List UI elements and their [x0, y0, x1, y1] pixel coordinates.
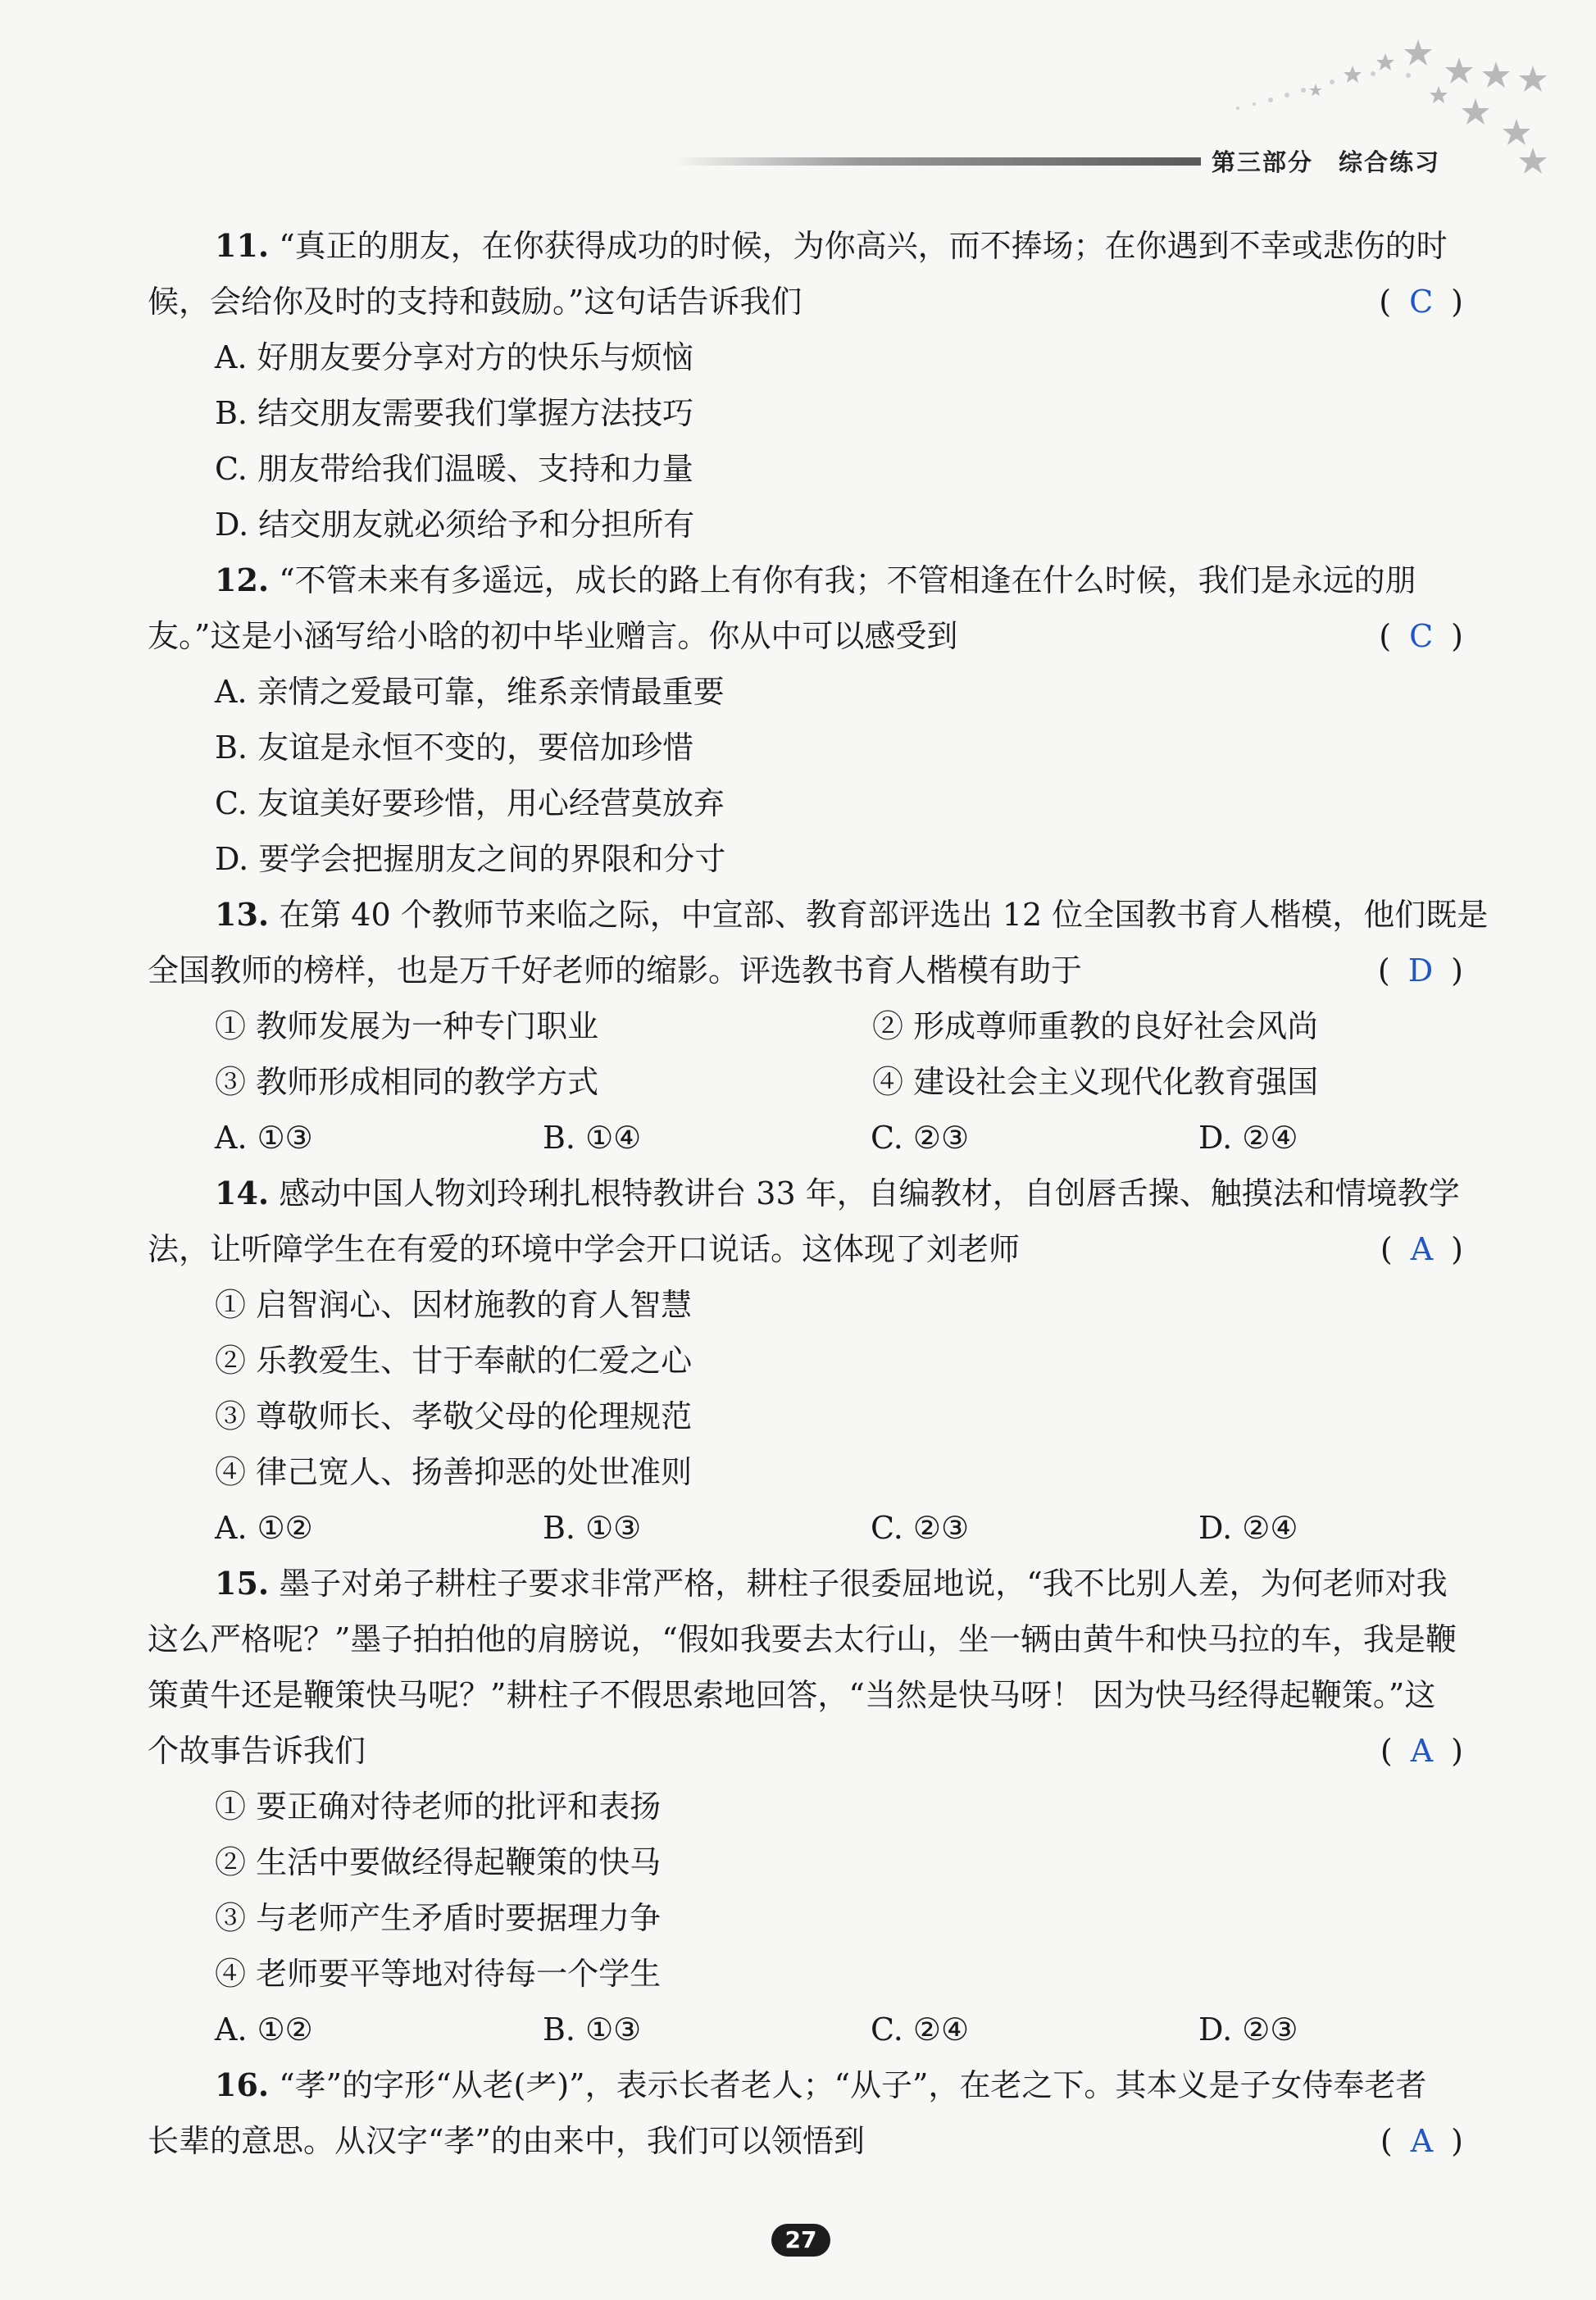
statement-2: ② 生活中要做经得起鞭策的快马 [215, 1844, 662, 1880]
question-11-stem-line-2 [148, 274, 1463, 330]
choice-b: B. ①③ [543, 2011, 642, 2048]
statement-row [148, 998, 1463, 1054]
choice-d: D. ②③ [1198, 2011, 1298, 2048]
choices-row [148, 1500, 1463, 1556]
choice-b: B. ①④ [543, 1120, 642, 1156]
stem-text: 全国教师的榜样，也是万千好老师的缩影。评选教书育人楷模有助于 [148, 952, 1083, 989]
answer-bracket: ( C ) [1379, 274, 1463, 330]
statement-1: ① 启智润心、因材施教的育人智慧 [215, 1287, 693, 1323]
answer-letter: C [1409, 618, 1434, 654]
stem-text: 在第 40 个教师节来临之际，中宣部、教育部评选出 12 位全国教书育人楷模，他们既是 [279, 897, 1489, 933]
question-15-stem-line-1 [148, 1556, 1463, 1611]
answer-bracket: ( A ) [1380, 2113, 1463, 2169]
header-rule [672, 157, 1201, 166]
stem-text: “不管未来有多遥远，成长的路上有你有我；不管相逢在什么时候，我们是永远的朋 [279, 562, 1416, 598]
statement-4: ④ 老师要平等地对待每一个学生 [215, 1956, 662, 1992]
answer-bracket: ( D ) [1378, 943, 1463, 998]
stem-text: “孝”的字形“从老(耂)”，表示长者老人；“从子”，在老之下。其本义是子女侍奉老者 [279, 2067, 1427, 2103]
question-number: 14. [215, 1175, 270, 1211]
questions-content [148, 218, 1489, 2169]
statement-4: ④ 律己宽人、扬善抑恶的处世准则 [215, 1454, 693, 1490]
answer-letter: A [1410, 2123, 1434, 2159]
question-16-stem-line-1 [148, 2057, 1463, 2113]
question-15-stem-line-2: 这么严格呢？”墨子拍拍他的肩膀说，“假如我要去太行山，坐一辆由黄牛和快马拉的车，我是鞭 [148, 1621, 1457, 1657]
question-number: 11. [215, 227, 270, 264]
choice-d: D. ②④ [1198, 1120, 1298, 1156]
question-12-stem-line-2 [148, 608, 1463, 664]
choice-a: A. ①② [215, 1510, 313, 1546]
section-title: 第三部分 综合练习 [1212, 148, 1441, 176]
question-11-stem-line-1 [148, 218, 1463, 274]
option-d: D. 结交朋友就必须给予和分担所有 [215, 507, 695, 543]
statement-1: ① 教师发展为一种专门职业 [215, 1008, 599, 1044]
option-c: C. 友谊美好要珍惜，用心经营莫放弃 [215, 785, 725, 821]
choice-b: B. ①③ [543, 1510, 642, 1546]
question-number: 12. [215, 561, 270, 598]
question-number: 15. [215, 1565, 270, 1602]
page-number: 27 [771, 2224, 830, 2257]
question-12-stem-line-1 [148, 552, 1463, 608]
stem-text: 候，会给你及时的支持和鼓励。”这句话告诉我们 [148, 284, 803, 320]
statement-2: ② 乐教爱生、甘于奉献的仁爱之心 [215, 1343, 693, 1379]
choices-row [148, 1110, 1463, 1166]
statement-3: ③ 教师形成相同的教学方式 [215, 1064, 599, 1100]
choice-c: C. ②③ [871, 1120, 970, 1156]
option-a: A. 亲情之爱最可靠，维系亲情最重要 [215, 674, 725, 710]
choices-row [148, 2002, 1463, 2057]
question-13-stem-line-2 [148, 943, 1463, 998]
statement-2: ② 形成尊师重教的良好社会风尚 [872, 1008, 1319, 1044]
stem-text: 友。”这是小涵写给小晗的初中毕业赠言。你从中可以感受到 [148, 618, 958, 654]
option-b: B. 结交朋友需要我们掌握方法技巧 [215, 395, 694, 431]
answer-letter: A [1410, 1231, 1434, 1267]
question-16-stem-line-2 [148, 2113, 1463, 2169]
question-15-stem-line-3: 策黄牛还是鞭策快马呢？”耕柱子不假思索地回答，“当然是快马呀！ 因为快马经得起鞭策。”这 [148, 1677, 1436, 1713]
stem-text: 个故事告诉我们 [148, 1733, 366, 1769]
answer-letter: C [1409, 284, 1434, 320]
statement-4: ④ 建设社会主义现代化教育强国 [872, 1064, 1319, 1100]
question-14-stem-line-2 [148, 1221, 1463, 1277]
question-13-stem-line-1 [148, 887, 1489, 943]
stem-text: “真正的朋友，在你获得成功的时候，为你高兴，而不捧场；在你遇到不幸或悲伤的时 [279, 228, 1448, 264]
choice-c: C. ②③ [871, 1510, 970, 1546]
statement-3: ③ 与老师产生矛盾时要据理力争 [215, 1900, 662, 1936]
answer-bracket: ( C ) [1379, 608, 1463, 664]
option-b: B. 友谊是永恒不变的，要倍加珍惜 [215, 730, 694, 766]
option-d: D. 要学会把握朋友之间的界限和分寸 [215, 841, 726, 877]
choice-a: A. ①③ [215, 1120, 313, 1156]
answer-bracket: ( A ) [1380, 1723, 1463, 1779]
stem-text: 墨子对弟子耕柱子要求非常严格，耕柱子很委屈地说，“我不比别人差，为何老师对我 [279, 1566, 1448, 1602]
statement-3: ③ 尊敬师长、孝敬父母的伦理规范 [215, 1398, 693, 1434]
question-14-stem-line-1 [148, 1166, 1463, 1221]
stem-text: 感动中国人物刘玲琍扎根特教讲台 33 年，自编教材，自创唇舌操、触摸法和情境教学 [279, 1175, 1460, 1211]
statement-1: ① 要正确对待老师的批评和表扬 [215, 1789, 662, 1825]
option-c: C. 朋友带给我们温暖、支持和力量 [215, 451, 693, 487]
question-number: 13. [215, 896, 270, 933]
answer-letter: D [1407, 952, 1434, 989]
question-15-stem-line-4 [148, 1723, 1463, 1779]
question-number: 16. [215, 2066, 270, 2103]
answer-letter: A [1410, 1733, 1434, 1769]
choice-d: D. ②④ [1198, 1510, 1298, 1546]
stem-text: 长辈的意思。从汉字“孝”的由来中，我们可以领悟到 [148, 2123, 865, 2159]
answer-bracket: ( A ) [1380, 1221, 1463, 1277]
choice-c: C. ②④ [871, 2011, 970, 2048]
statement-row [148, 1054, 1463, 1110]
stem-text: 法，让听障学生在有爱的环境中学会开口说话。这体现了刘老师 [148, 1231, 1021, 1267]
choice-a: A. ①② [215, 2011, 313, 2048]
option-a: A. 好朋友要分享对方的快乐与烦恼 [215, 339, 693, 375]
